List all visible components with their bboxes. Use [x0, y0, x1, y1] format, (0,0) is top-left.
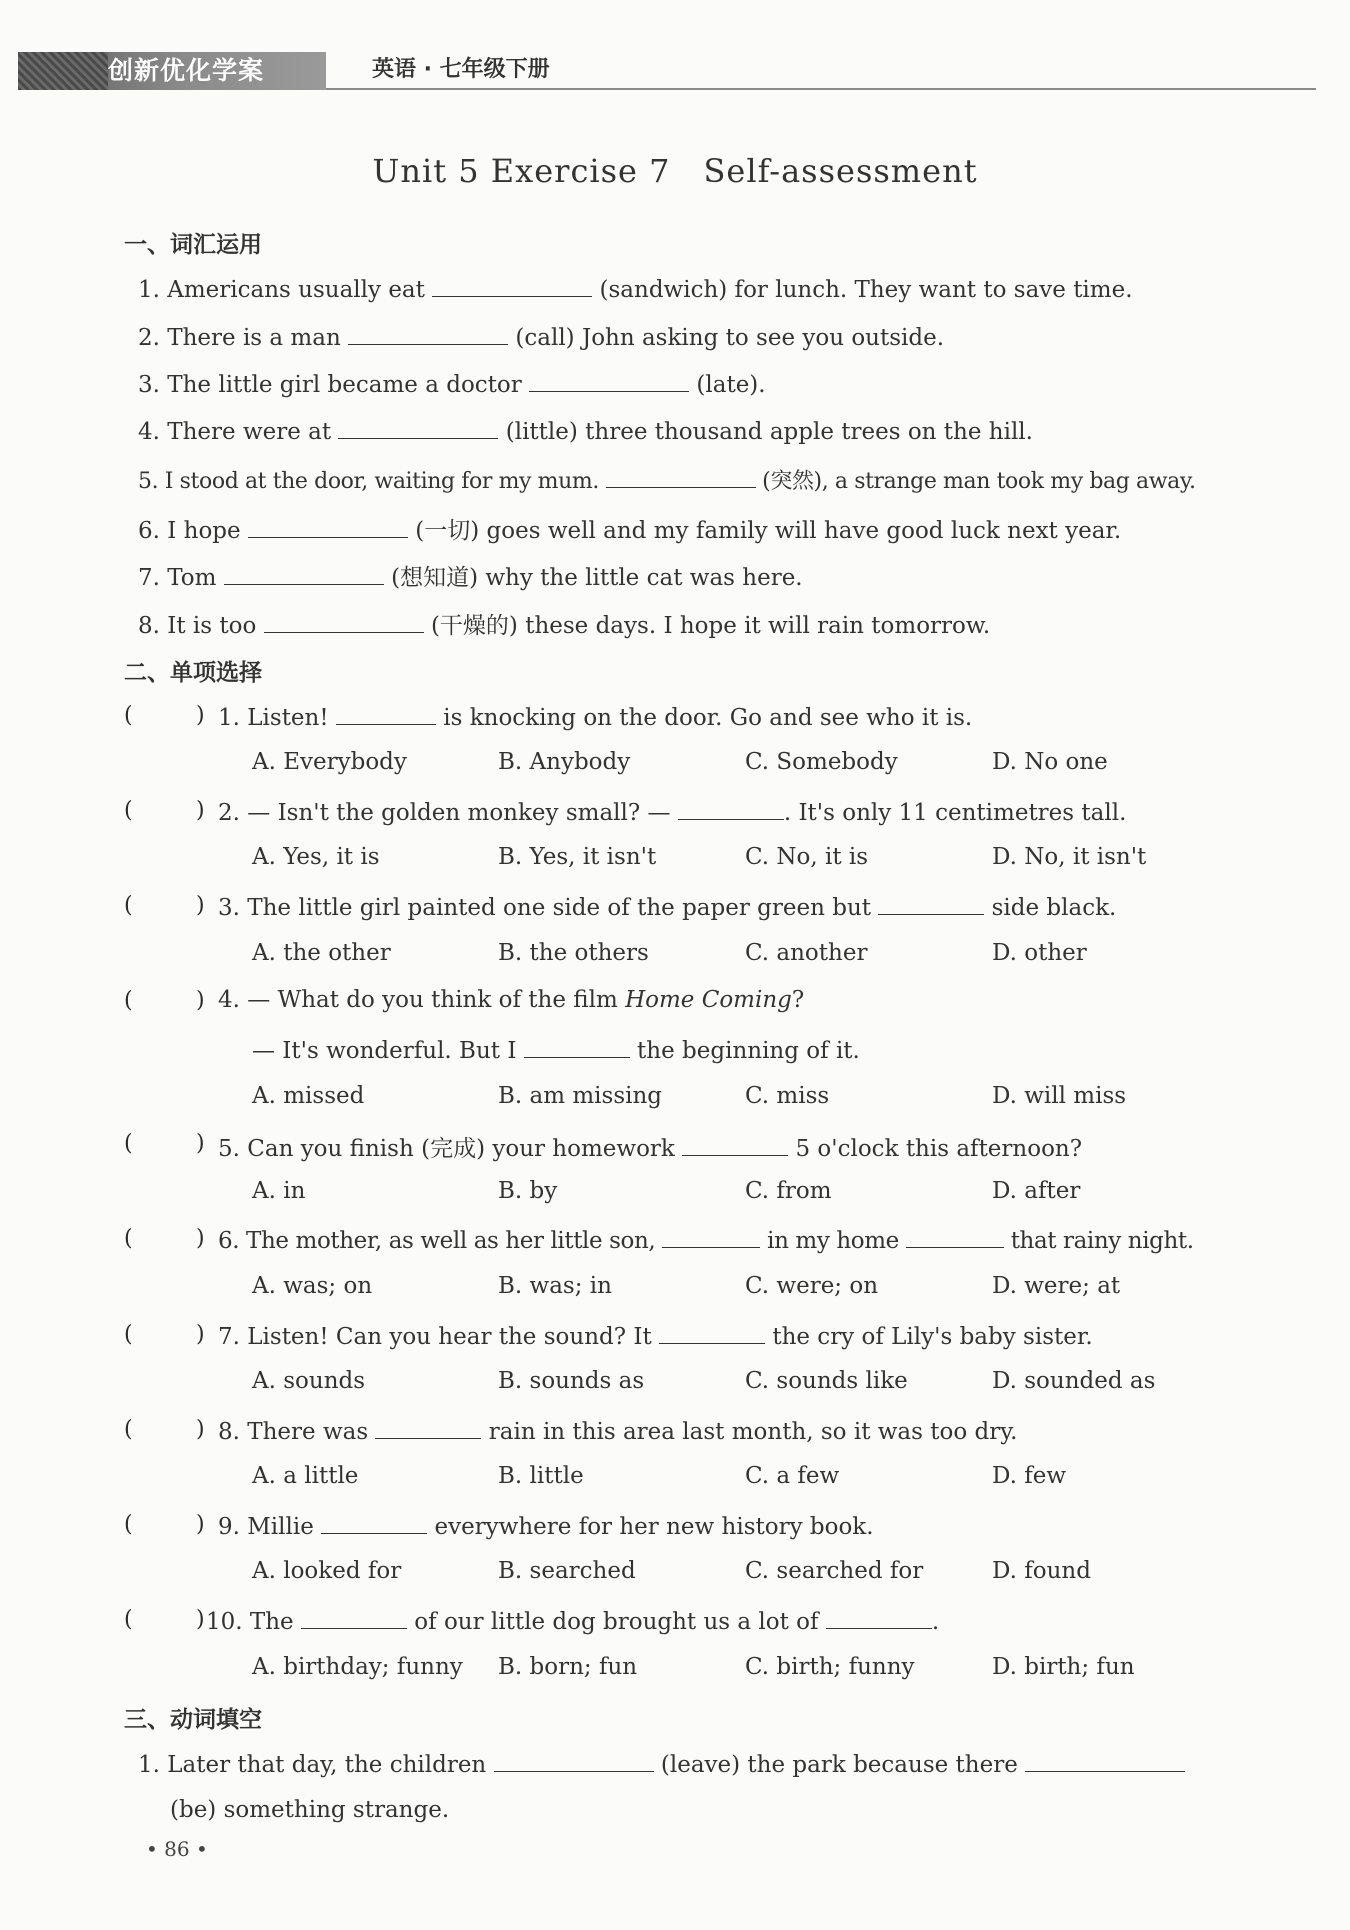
answer-paren-close[interactable]: ) — [196, 893, 205, 918]
mc-option-d[interactable]: D. No, it isn't — [992, 844, 1147, 870]
vocab-item-1: 1. Americans usually eat (sandwich) for lunch. They want to save time. — [138, 274, 1133, 303]
mc-option-a[interactable]: A. the other — [252, 940, 391, 966]
vocab-item-7: 7. Tom (想知道) why the little cat was here. — [138, 559, 803, 592]
mc-option-b[interactable]: B. Anybody — [498, 749, 631, 775]
answer-blank[interactable] — [659, 1321, 765, 1344]
answer-blank[interactable] — [878, 892, 984, 915]
mc-option-c[interactable]: C. sounds like — [745, 1368, 908, 1394]
mc-option-d[interactable]: D. were; at — [992, 1273, 1121, 1299]
mc-option-a[interactable]: A. missed — [252, 1083, 365, 1109]
answer-blank[interactable] — [606, 465, 756, 488]
answer-blank[interactable] — [906, 1225, 1004, 1248]
mc-option-d[interactable]: D. will miss — [992, 1083, 1127, 1109]
mc-option-b[interactable]: B. little — [498, 1463, 584, 1489]
mc-option-d[interactable]: D. found — [992, 1558, 1091, 1584]
mc-option-c[interactable]: C. another — [745, 940, 868, 966]
mc-question-8: 8. There was rain in this area last month, so it was too dry. — [218, 1416, 1017, 1445]
answer-blank[interactable] — [301, 1606, 407, 1629]
answer-blank[interactable] — [348, 322, 508, 345]
mc-option-c[interactable]: C. searched for — [745, 1558, 924, 1584]
mc-option-b[interactable]: B. the others — [498, 940, 649, 966]
mc-question-6: 6. The mother, as well as her little son, in my home that rainy night. — [218, 1225, 1194, 1254]
answer-blank[interactable] — [338, 416, 498, 439]
mc-question-1: 1. Listen! is knocking on the door. Go and see who it is. — [218, 702, 972, 731]
mc-question-7: 7. Listen! Can you hear the sound? It the cry of Lily's baby sister. — [218, 1321, 1093, 1350]
mc-question-2: 2. — Isn't the golden monkey small? — . It's only 11 centimetres tall. — [218, 797, 1126, 826]
mc-option-a[interactable]: A. birthday; funny — [252, 1654, 463, 1680]
section-vocabulary-heading: 一、词汇运用 — [124, 232, 262, 258]
answer-blank[interactable] — [678, 797, 784, 820]
answer-blank[interactable] — [336, 702, 436, 725]
vocab-item-8: 8. It is too (干燥的) these days. I hope it will rain tomorrow. — [138, 607, 990, 640]
mc-option-a[interactable]: A. was; on — [252, 1273, 373, 1299]
mc-option-d[interactable]: D. birth; fun — [992, 1654, 1135, 1680]
mc-option-d[interactable]: D. few — [992, 1463, 1067, 1489]
film-title: Home Coming — [625, 987, 792, 1013]
mc-option-b[interactable]: B. sounds as — [498, 1368, 645, 1394]
answer-blank[interactable] — [494, 1749, 654, 1772]
vocab-item-6: 6. I hope (一切) goes well and my family will have good luck next year. — [138, 512, 1121, 545]
vocab-item-4: 4. There were at (little) three thousand apple trees on the hill. — [138, 416, 1033, 445]
mc-option-d[interactable]: D. sounded as — [992, 1368, 1156, 1394]
answer-paren-open[interactable]: ( — [124, 798, 133, 823]
mc-option-c[interactable]: C. from — [745, 1178, 832, 1204]
vocab-item-2: 2. There is a man (call) John asking to see you outside. — [138, 322, 944, 351]
vocab-item-5: 5. I stood at the door, waiting for my mum. (突然), a strange man took my bag away. — [138, 464, 1196, 495]
page-title: Unit 5 Exercise 7 Self-assessment — [372, 152, 978, 190]
answer-blank[interactable] — [248, 515, 408, 538]
header-subject: 英语 · 七年级下册 — [372, 57, 550, 82]
mc-option-c[interactable]: C. Somebody — [745, 749, 898, 775]
verb-item-1-line2: (be) something strange. — [170, 1797, 450, 1823]
answer-paren-open[interactable]: ( — [124, 1607, 133, 1632]
mc-option-a[interactable]: A. Yes, it is — [252, 844, 380, 870]
mc-question-4: 4. — What do you think of the film Home Coming? — [218, 987, 805, 1013]
mc-option-b[interactable]: B. Yes, it isn't — [498, 844, 657, 870]
answer-blank[interactable] — [682, 1133, 788, 1156]
header-divider — [326, 88, 1316, 90]
answer-paren-open[interactable]: ( — [124, 988, 133, 1013]
answer-blank[interactable] — [264, 610, 424, 633]
answer-paren-close[interactable]: ) — [196, 1417, 205, 1442]
answer-blank[interactable] — [524, 1035, 630, 1058]
brand-logo-text: 创新优化学案 — [108, 56, 265, 85]
answer-paren-close[interactable]: ) — [196, 1226, 205, 1251]
answer-blank[interactable] — [224, 562, 384, 585]
answer-paren-close[interactable]: ) — [196, 1512, 205, 1537]
mc-question-3: 3. The little girl painted one side of the paper green but side black. — [218, 892, 1116, 921]
answer-paren-open[interactable]: ( — [124, 1131, 133, 1156]
mc-option-b[interactable]: B. born; fun — [498, 1654, 638, 1680]
mc-option-b[interactable]: B. by — [498, 1178, 558, 1204]
mc-option-c[interactable]: C. No, it is — [745, 844, 869, 870]
mc-option-c[interactable]: C. miss — [745, 1083, 830, 1109]
answer-paren-close[interactable]: ) — [196, 1131, 205, 1156]
section-multiple-choice-heading: 二、单项选择 — [124, 660, 262, 686]
brand-logo-texture — [18, 52, 108, 90]
mc-option-a[interactable]: A. Everybody — [252, 749, 407, 775]
mc-option-a[interactable]: A. in — [252, 1178, 306, 1204]
mc-question-5: 5. Can you finish (完成) your homework 5 o'clock this afternoon? — [218, 1130, 1082, 1163]
answer-paren-open[interactable]: ( — [124, 703, 133, 728]
page-number: • 86 • — [146, 1837, 208, 1861]
mc-option-b[interactable]: B. am missing — [498, 1083, 663, 1109]
answer-paren-close[interactable]: ) — [196, 703, 205, 728]
answer-blank[interactable] — [321, 1511, 427, 1534]
answer-paren-open[interactable]: ( — [124, 1512, 133, 1537]
answer-blank[interactable] — [529, 369, 689, 392]
mc-option-c[interactable]: C. a few — [745, 1463, 840, 1489]
answer-paren-close[interactable]: ) — [196, 1322, 205, 1347]
answer-blank[interactable] — [662, 1225, 760, 1248]
answer-blank[interactable] — [1025, 1749, 1185, 1772]
mc-option-b[interactable]: B. searched — [498, 1558, 636, 1584]
answer-paren-open[interactable]: ( — [124, 893, 133, 918]
mc-question-10: 10. The of our little dog brought us a lot of . — [206, 1606, 939, 1635]
mc-question-4-line2: — It's wonderful. But I the beginning of it. — [252, 1035, 860, 1064]
verb-item-1: 1. Later that day, the children (leave) the park because there — [138, 1749, 1185, 1778]
answer-paren-close[interactable]: ) — [196, 988, 205, 1013]
answer-paren-open[interactable]: ( — [124, 1322, 133, 1347]
mc-option-d[interactable]: D. after — [992, 1178, 1081, 1204]
answer-paren-close[interactable]: ) — [196, 1607, 205, 1632]
mc-option-c[interactable]: C. birth; funny — [745, 1654, 915, 1680]
answer-paren-open[interactable]: ( — [124, 1417, 133, 1442]
mc-option-a[interactable]: A. sounds — [252, 1368, 366, 1394]
mc-option-d[interactable]: D. other — [992, 940, 1087, 966]
answer-paren-close[interactable]: ) — [196, 798, 205, 823]
mc-option-a[interactable]: A. looked for — [252, 1558, 402, 1584]
answer-blank[interactable] — [826, 1606, 932, 1629]
section-verb-fill-heading: 三、动词填空 — [124, 1707, 262, 1733]
mc-question-9: 9. Millie everywhere for her new history book. — [218, 1511, 874, 1540]
mc-option-a[interactable]: A. a little — [252, 1463, 359, 1489]
mc-option-d[interactable]: D. No one — [992, 749, 1108, 775]
answer-blank[interactable] — [375, 1416, 481, 1439]
mc-option-c[interactable]: C. were; on — [745, 1273, 879, 1299]
answer-paren-open[interactable]: ( — [124, 1226, 133, 1251]
answer-blank[interactable] — [432, 274, 592, 297]
vocab-item-3: 3. The little girl became a doctor (late). — [138, 369, 766, 398]
mc-option-b[interactable]: B. was; in — [498, 1273, 612, 1299]
